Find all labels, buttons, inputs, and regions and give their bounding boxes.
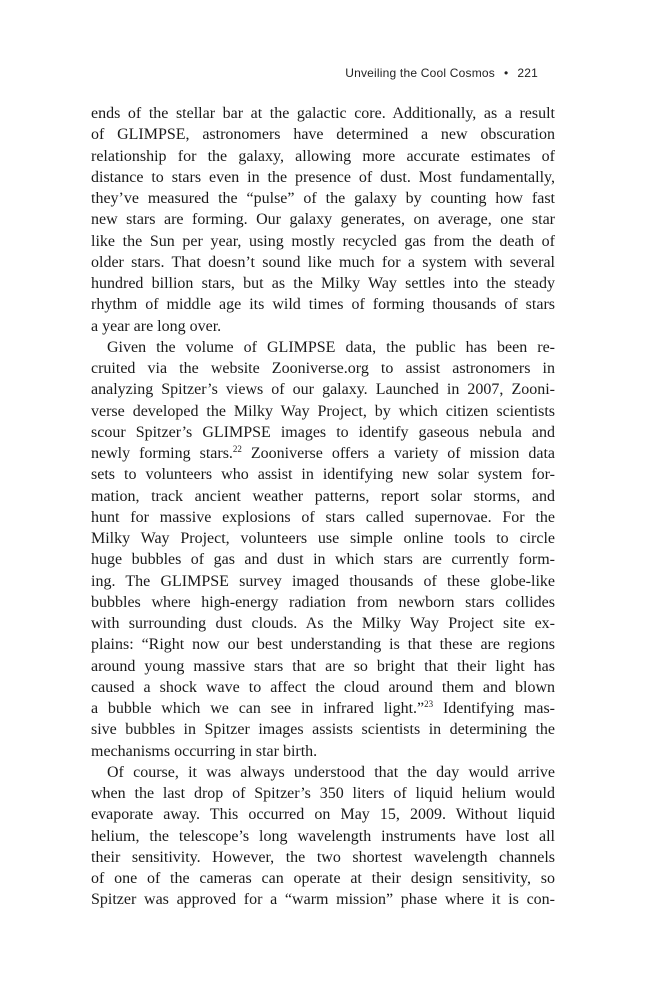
text-line	[91, 294, 555, 315]
line-text: bubbles where high-energy radiation from newborn stars collides	[91, 593, 555, 611]
text-line	[91, 783, 555, 804]
line-text: Spitzer was approved for a “warm mission” phase where it is con-	[91, 891, 555, 909]
text-line	[91, 868, 555, 889]
text-line	[91, 316, 555, 337]
line-text: relationship for the galaxy, allowing more accurate estimates of	[91, 147, 555, 165]
text-line	[91, 486, 555, 507]
line-text-continued: Zooniverse offers a variety of mission data	[241, 445, 555, 462]
line-text: distance to stars even in the presence of dust. Most fundamentally,	[91, 168, 555, 186]
line-text: when the last drop of Spitzer’s 350 liters of liquid helium would	[91, 785, 555, 802]
line-text: mation, track ancient weather patterns, report solar storms, and	[91, 487, 555, 505]
line-text: they’ve measured the “pulse” of the galaxy by counting how fast	[91, 190, 555, 207]
line-text: sets to volunteers who assist in identifying new solar system for-	[91, 466, 555, 484]
line-text: helium, the telescope’s long wavelength instruments have lost all	[91, 827, 555, 845]
line-text: cruited via the website Zooniverse.org to assist astronomers in	[91, 360, 555, 377]
text-line	[91, 698, 555, 719]
text-line	[91, 677, 555, 698]
text-line	[91, 826, 555, 847]
line-text: plains: “Right now our best understanding is that these are regions	[91, 636, 555, 654]
line-text-continued: Identifying mas-	[433, 700, 555, 717]
line-text: huge bubbles of gas and dust in which stars are currently form-	[91, 551, 555, 569]
text-line	[91, 124, 555, 145]
text-line	[91, 592, 555, 613]
line-text: Milky Way Project, volunteers use simple online tools to circle	[91, 530, 555, 547]
line-text: verse developed the Milky Way Project, by which citizen scientists	[91, 402, 555, 420]
text-line	[91, 762, 555, 783]
text-line	[91, 209, 555, 230]
text-line	[91, 804, 555, 825]
paragraph	[91, 337, 555, 762]
line-text: of GLIMPSE, astronomers have determined a new obscuration	[91, 126, 555, 144]
footnote-reference[interactable]: 23	[424, 699, 434, 709]
paragraph	[91, 762, 555, 911]
line-text: their sensitivity. However, the two shortest wavelength channels	[91, 848, 555, 866]
text-line	[91, 273, 555, 294]
text-line	[91, 549, 555, 570]
text-line	[91, 252, 555, 273]
text-line	[91, 528, 555, 549]
line-text: Of course, it was always understood that the day would arrive	[107, 763, 555, 781]
line-text: a bubble which we can see in infrared light.”	[91, 700, 425, 717]
text-line	[91, 464, 555, 485]
line-text: around young massive stars that are so bright that their light has	[91, 657, 555, 675]
text-line	[91, 889, 555, 910]
line-text: ing. The GLIMPSE survey imaged thousands of these globe-like	[91, 572, 555, 590]
line-text: mechanisms occurring in star birth.	[91, 742, 318, 760]
text-line	[91, 401, 555, 422]
text-line	[91, 656, 555, 677]
text-line	[91, 634, 555, 655]
text-line	[91, 613, 555, 634]
running-head	[345, 66, 538, 80]
line-text: of one of the cameras can operate at their design sensitivity, so	[91, 870, 555, 887]
line-text: hundred billion stars, but as the Milky Way settles into the steady	[91, 275, 555, 292]
text-line	[91, 507, 555, 528]
text-line	[91, 231, 555, 252]
line-text: Given the volume of GLIMPSE data, the public has been re-	[107, 338, 555, 356]
text-line	[91, 146, 555, 167]
line-text: evaporate away. This occurred on May 15, 2009. Without liquid	[91, 806, 555, 824]
paragraph	[91, 103, 555, 337]
text-line	[91, 103, 555, 124]
text-line	[91, 167, 555, 188]
line-text: a year are long over.	[91, 317, 222, 335]
line-text: hunt for massive explosions of stars called supernovae. For the	[91, 508, 555, 526]
text-line	[91, 571, 555, 592]
line-text: sive bubbles in Spitzer images assists scientists in determining the	[91, 721, 555, 739]
line-text: ends of the stellar bar at the galactic core. Additionally, as a result	[91, 105, 555, 122]
footnote-reference[interactable]: 22	[232, 444, 242, 454]
body-text	[91, 103, 555, 911]
line-text: like the Sun per year, using mostly recycled gas from the death of	[91, 232, 555, 250]
line-text: rhythm of middle age its wild times of forming thousands of stars	[91, 296, 555, 314]
text-line	[91, 379, 555, 400]
line-text: analyzing Spitzer’s views of our galaxy. Launched in 2007, Zooni-	[91, 381, 555, 399]
page-number: 221	[517, 66, 538, 80]
text-line	[91, 188, 555, 209]
running-head-bullet: •	[503, 66, 509, 80]
text-line	[91, 719, 555, 740]
text-line	[91, 443, 555, 464]
line-text: newly forming stars.	[91, 445, 233, 462]
text-line	[91, 337, 555, 358]
text-line	[91, 422, 555, 443]
line-text: with surrounding dust clouds. As the Milky Way Project site ex-	[91, 615, 555, 632]
text-line	[91, 358, 555, 379]
line-text: scour Spitzer’s GLIMPSE images to identify gaseous nebula and	[91, 423, 555, 441]
line-text: older stars. That doesn’t sound like much for a system with several	[91, 253, 555, 271]
text-line	[91, 847, 555, 868]
line-text: new stars are forming. Our galaxy generates, on average, one star	[91, 211, 555, 229]
running-head-title: Unveiling the Cool Cosmos	[345, 66, 495, 80]
line-text: caused a shock wave to affect the cloud around them and blown	[91, 678, 555, 696]
text-line	[91, 741, 555, 762]
